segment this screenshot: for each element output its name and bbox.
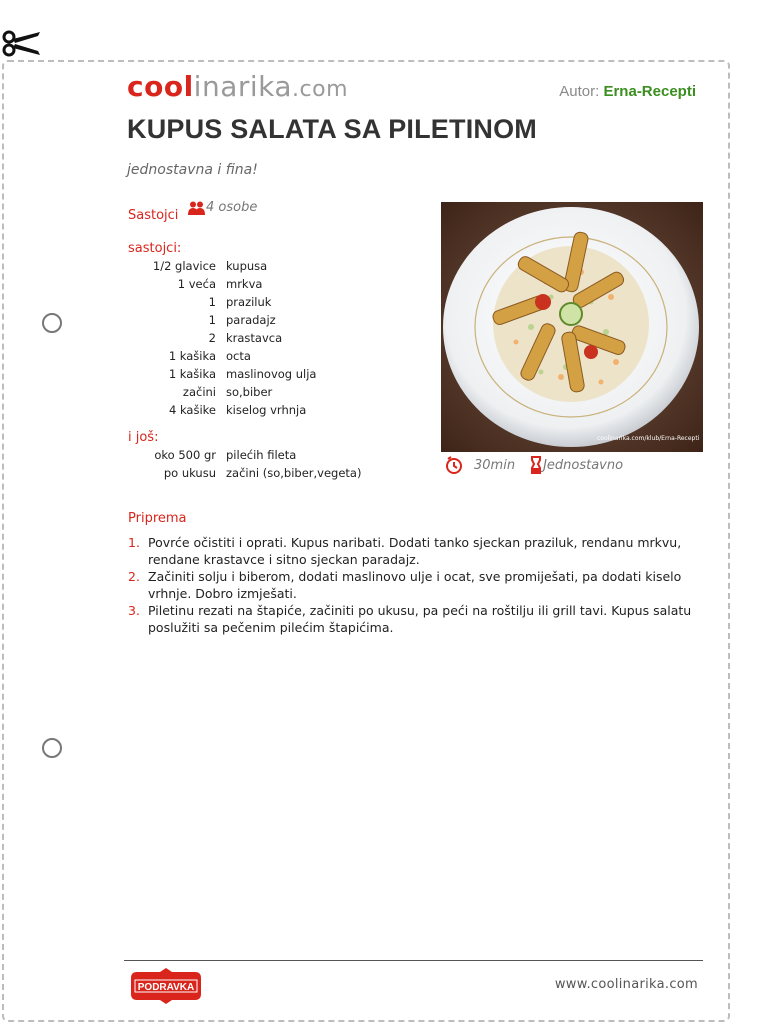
ingredient-quantity: 4 kašike [169,403,216,417]
ingredient-name: maslinovog ulja [226,367,317,381]
step-text: Začiniti solju i biberom, dodati maslinovo ulje i ocat, sve promiješati, pa dodati kiselo vrhnje. Dobro izmješati. [148,569,682,601]
scissors-icon [2,28,42,58]
preparation-step [128,534,703,568]
author-name-link[interactable]: Erna-Recepti [603,83,696,100]
podravka-logo-text: PODRAVKA [137,982,195,993]
podravka-logo[interactable] [127,968,205,1008]
difficulty-icon [529,456,543,474]
ingredient-row [128,383,428,401]
ingredient-name: praziluk [226,295,272,309]
ingredient-name: začini (so,biber,vegeta) [226,466,362,480]
ingredient-quantity: po ukusu [163,466,216,480]
preparation-heading: Priprema [128,511,187,526]
preparation-steps [128,534,703,636]
preparation-step [128,568,703,602]
ingredients-list-main [128,257,428,419]
servings [188,200,257,215]
ingredient-quantity: 1 kašika [168,367,216,381]
people-icon [188,201,206,215]
ingredient-name: octa [226,349,251,363]
ingredient-row [128,347,428,365]
author-info [559,83,696,100]
ingredient-row [128,446,428,464]
ingredient-name: kiselog vrhnja [226,403,307,417]
ingredient-row [128,293,428,311]
ingredient-quantity: 1 [208,313,216,327]
ingredient-quantity: oko 500 gr [154,448,216,462]
ingredients-list-extra [128,446,428,482]
step-number: 2. [128,569,140,584]
step-text: Povrće očistiti i oprati. Kupus naribati. Dodati tanko sjeckan praziluk, rendanu mrkvu, rendane krastavce i sitno sjeckan paradajz. [148,535,682,567]
photo-watermark: coolinarika.com/klub/Erna-Recepti [597,435,700,442]
recipe-subtitle: jednostavna i fina! [127,162,258,178]
website-link[interactable]: www.coolinarika.com [554,977,698,992]
ingredient-quantity: 1 kašika [168,349,216,363]
ingredient-row [128,275,428,293]
ingredient-row [128,329,428,347]
preparation-step [128,602,703,636]
author-label: Autor: [559,83,600,100]
ingredient-row [128,365,428,383]
recipe-title: KUPUS SALATA SA PILETINOM [127,114,537,144]
logo-part-cool: cool [127,70,194,103]
coolinarika-logo[interactable] [127,70,348,103]
difficulty-text: Jednostavno [543,457,624,473]
ingredient-name: kupusa [226,259,268,273]
logo-part-domain: .com [292,77,349,102]
ingredient-name: krastavca [226,331,283,345]
step-text: Piletinu rezati na štapiće, začiniti po ukusu, pa peći na roštilju ili grill tavi. Kupus salatu poslužiti sa pečenim pilećim štapićima. [148,603,692,635]
ingredient-row [128,311,428,329]
logo-part-inarika: inarika [193,70,293,103]
dish-illustration [441,202,703,452]
ingredient-name: paradajz [226,313,276,327]
ingredient-quantity: 1/2 glavice [152,259,216,273]
recipe-photo [441,202,703,452]
step-number: 3. [128,603,140,618]
servings-text: 4 osobe [206,200,258,215]
clock-icon [444,456,464,474]
ingredient-name: mrkva [226,277,263,291]
ingredient-name: so,biber [226,385,273,399]
ingredient-row [128,464,428,482]
ingredients-heading: Sastojci [128,208,179,223]
step-number: 1. [128,535,140,550]
binder-hole-bottom [42,738,62,758]
ingredient-name: pilećih fileta [226,448,297,462]
ingredient-quantity: 1 [208,295,216,309]
ingredients-group-label: sastojci: [128,241,182,256]
binder-hole-top [42,313,62,333]
ingredient-quantity: 1 veća [177,277,216,291]
recipe-meta [444,456,623,474]
ingredient-row [128,257,428,275]
ingredient-quantity: začini [182,385,216,399]
prep-time: 30min [474,457,516,473]
ingredient-quantity: 2 [208,331,216,345]
ingredient-row [128,401,428,419]
ingredients-extra-label: i još: [128,430,159,445]
footer-divider [124,960,703,961]
